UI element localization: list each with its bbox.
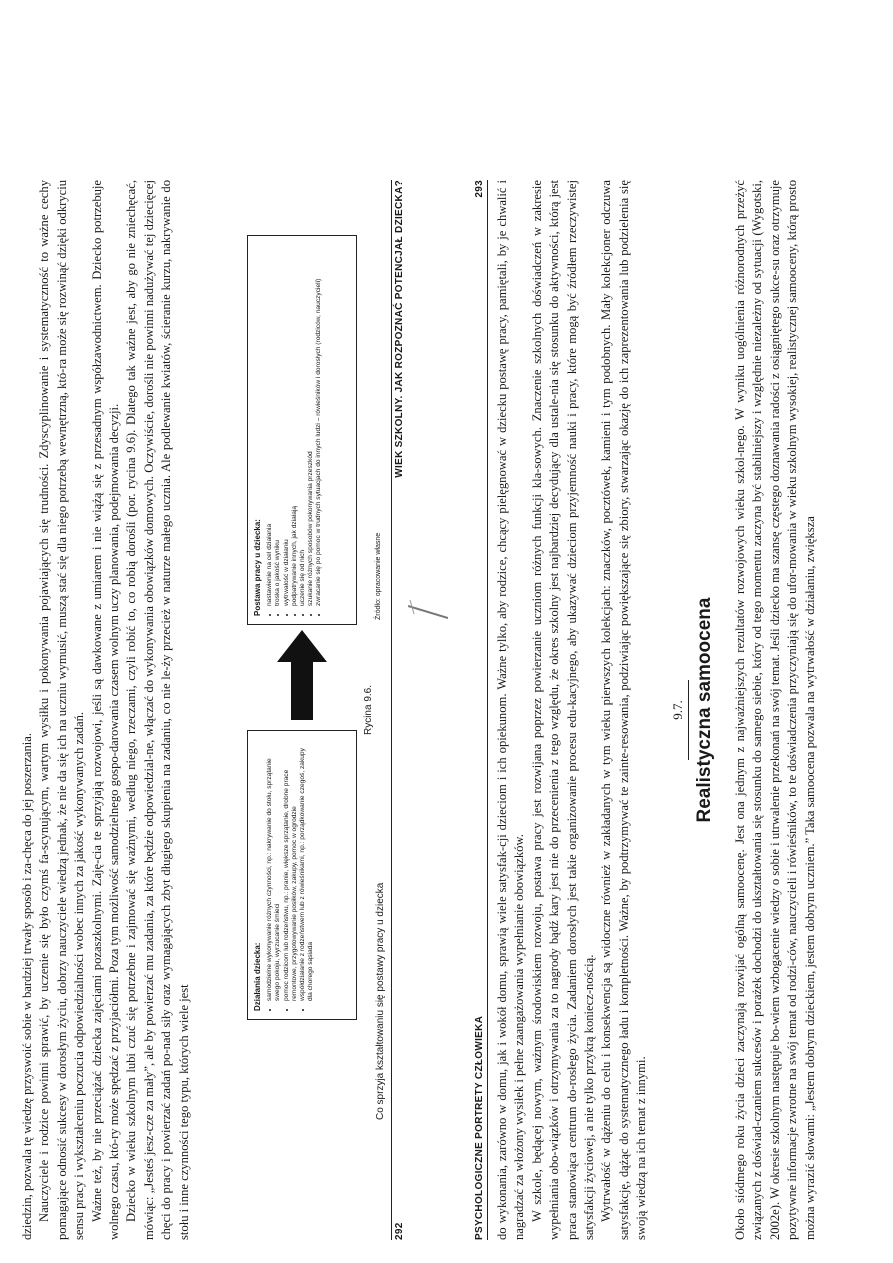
box-title: Postawa pracy u dziecka: bbox=[253, 519, 262, 616]
left-running-head bbox=[391, 180, 407, 1240]
arrow-right-icon bbox=[277, 630, 327, 720]
box-item: • szukanie różnych sposobów pokonywania przeszkód bbox=[307, 244, 315, 606]
box-item: • nastawienie na cel działania bbox=[266, 244, 274, 606]
box-item: • uczenie się od nich bbox=[299, 244, 307, 606]
box-item: • pomoc rodzicom lub rodzeństwu, np.: pranie, większe sprzątanie, drobne prace remontowe, przygotowywanie posiłków, zakupy, pomoc w ogrodzie bbox=[283, 739, 299, 1001]
figure-source: Źródło: opracowanie własne bbox=[375, 532, 382, 620]
right-page-upper-body bbox=[494, 180, 651, 1240]
section-title: Realistyczna samoocena bbox=[694, 597, 715, 823]
running-head-title: PSYCHOLOGICZNE PORTRETY CZŁOWIEKA bbox=[474, 1015, 485, 1240]
right-page bbox=[470, 180, 870, 1240]
paragraph: Nauczyciele i rodzice powinni sprawić, by uczenie się było czymś fa-scynującym, wartym wysiłku i pokonywania pojawiających się trudności. Zdyscyplinowanie i systematyczność to ważne cechy pomagające odnosić sukcesy w dorosłym życiu, dobrzy nauczyciele wiedzą jednak, że nie da się ich na uczniu wymusić, muszą stać się dla niego potrzebą wewnętrzną, któ-ra może się rozwinąć dzięki odkryciu sensu pracy i wykształceniu poczucia odpowiedzialności wobec innych za jakość wykonywanych zadań. bbox=[37, 180, 87, 1240]
figure-number: Rycina 9.6. bbox=[363, 684, 374, 736]
paragraph: Ważne też, by nie przeciążać dziecka zajęciami pozaszkolnymi. Zaję-cia te sprzyjają rozwojowi, jeśli są dawkowane z umiarem i nie wiążą się z przesadnym współzawodnictwem. Dziecko potrzebuje wolnego czasu, któ-ry może spędzać z przyjaciółmi. Poza tym możliwość samodzielnego gospo-darowania czasem wolnym uczy planowania, podejmowania decyzji. bbox=[89, 180, 122, 1240]
page-number: 293 bbox=[474, 180, 485, 198]
paragraph: do wykonania, zarówno w domu, jak i wokół domu, sprawią wiele satysfak-cji dzieciom i ich opiekunom. Ważne tylko, aby rodzice, chcący pielęgnować w dziecku postawę pracy, pamiętali, by je chwalić i nagradzać za włożony wysiłek i pełne zaangażowania wypełnianie obowiązków. bbox=[495, 180, 527, 1240]
box-item: • współdziałanie z rodzeństwem lub z rówieśnikami, np.: porządkowanie czegoś, zakupy dla chorego sąsiada bbox=[299, 739, 315, 1001]
running-head-title: WIEK SZKOLNY. JAK ROZPOZNAĆ POTENCJAŁ DZIECKA? bbox=[394, 180, 405, 478]
figure-box-child-actions bbox=[247, 730, 357, 1020]
figure-9-6 bbox=[247, 180, 387, 1240]
right-running-head bbox=[474, 180, 488, 1240]
right-page-lower-body bbox=[732, 180, 819, 1240]
paragraph: dziedzin, pozwala tę wiedzę przyswoić sobie w bardziej trwały sposób i za-chęca do jej poszerzania. bbox=[20, 732, 34, 1240]
box-item: • wytrwałość w działaniu bbox=[283, 244, 291, 606]
paragraph: W szkole, będącej nowym, ważnym środowiskiem rozwoju, postawa pracy jest rozwijana poprzez powierzanie uczniom różnych funkcji kla-sowych. Znaczenie szkolnych doświadczeń w zakresie wypełniania obo-wiązków i otrzymywania za to nagrody bądź kary jest nie do przecenienia z tego względu, że okres szkolny jest najbardziej decydujący dla ustale-nia się stosunku do aktywności, którą jest praca stanowiąca centrum do-rosłego życia. Zadaniem dorosłych jest takie organizowanie procesu edu-kacyjnego, aby ukazywać dzieciom przyjemność nauki i pracy, które mogą być źródłem rzeczywistej satysfakcji życiowej, a nie tylko przykrą koniecz-nością. bbox=[529, 180, 597, 1240]
figure-box-work-attitude bbox=[247, 235, 357, 625]
box-item: • troska o jakość wyniku bbox=[274, 244, 282, 606]
box-title: Działania dziecka: bbox=[253, 942, 262, 1011]
left-page-body bbox=[19, 180, 193, 1240]
box-item: • podpatrywanie innych, jak działają bbox=[291, 244, 299, 606]
section-rule bbox=[688, 680, 689, 760]
paragraph: Około siódmego roku życia dzieci zaczynają rozwijać ogólną samoocenę. Jest ona jednym z najważniejszych rezultatów rozwojowych wieku szkol-nego. W wyniku uogólnienia różnorodnych przeżyć związanych z doświad-czaniem sukcesów i porażek dochodzi do ukształtowania się stosunku do samego siebie, który od tego momentu zaczyna być stabilniejszy i względnie niezależny od sytuacji (Wygotski, 2002e). W okresie szkolnym następuje bo-wiem wzbogacenie wiedzy o sobie i utrwalenie przekonań na swój temat. Jeśli dziecko ma szansę częstego doznawania radości z osiągniętego sukce-su oraz otrzymuje pozytywne informacje zwrotne na swój temat od rodzi-ców, nauczycieli i rówieśników, to te doświadczenia przyczyniają się do ufor-mowania w wieku szkolnym wysokiej, realistycznej samooceny, którą prosto można wyrazić słowami: „Jestem dobrym dzieckiem, jestem dobrym uczniem.” Taka samoocena pozwala na wytrwałość w działaniu, zwiększa bbox=[733, 180, 817, 1240]
figure-title: Co sprzyja kształtowaniu się postawy pracy u dziecka bbox=[375, 882, 386, 1120]
box-item: • samodzielne wykonywanie różnych czynności, np.: nakrywanie do stołu, sprzątanie swego pokoju, wyrzucanie śmieci bbox=[266, 739, 282, 1001]
left-page bbox=[15, 180, 415, 1240]
paragraph: Dziecko w wieku szkolnym lubi czuć się potrzebne i zajmować się ważnymi, według niego, rzeczami, czyli robić to, co robią dorośli (por. rycina 9.6). Dlatego tak ważne jest, aby go nie zniechęcać, mówiąc: „Jesteś jesz-cze za mały”, ale by powierzać mu zadania, za które będzie odpowiedzial-ne, włączać do wykonywania obowiązków domowych. Oczywiście, dorośli nie powinni nadużywać tej dziecięcej chęci do pracy i powierzać zadań po-nad siły oraz wymagających zbyt długiego skupienia na zadaniu, co nie le-ży przecież w naturze małego ucznia. Ale podlewanie kwiatów, ścieranie kurzu, nakrywanie do stołu i inne czynności tego typu, których wiele jest bbox=[124, 180, 191, 1240]
page-number: 292 bbox=[394, 1222, 405, 1240]
paragraph: Wytrwałość w dążeniu do celu i konsekwencja są widoczne również w zakładanych w tym wieku pierwszych kolekcjach: znaczków, pocztówek, kamieni i tym podobnych. Mały kolekcjoner odczuwa satysfakcję, dążąc do systematycznego ładu i kompletności. Ważne, by podtrzymywać te zainte-resowania, podziwiając powiększające się zbiory, stwarzając okazję do ich zaprezentowania lub podzielenia się swoją wiedzą na ich temat z innymi. bbox=[599, 180, 649, 1240]
box-item: • zwracanie się po pomoc w trudnych sytuacjach do innych ludzi – rówieśników i dorosłych (rodziców, nauczycieli) bbox=[315, 244, 323, 606]
section-number: 9.7. bbox=[670, 700, 685, 720]
